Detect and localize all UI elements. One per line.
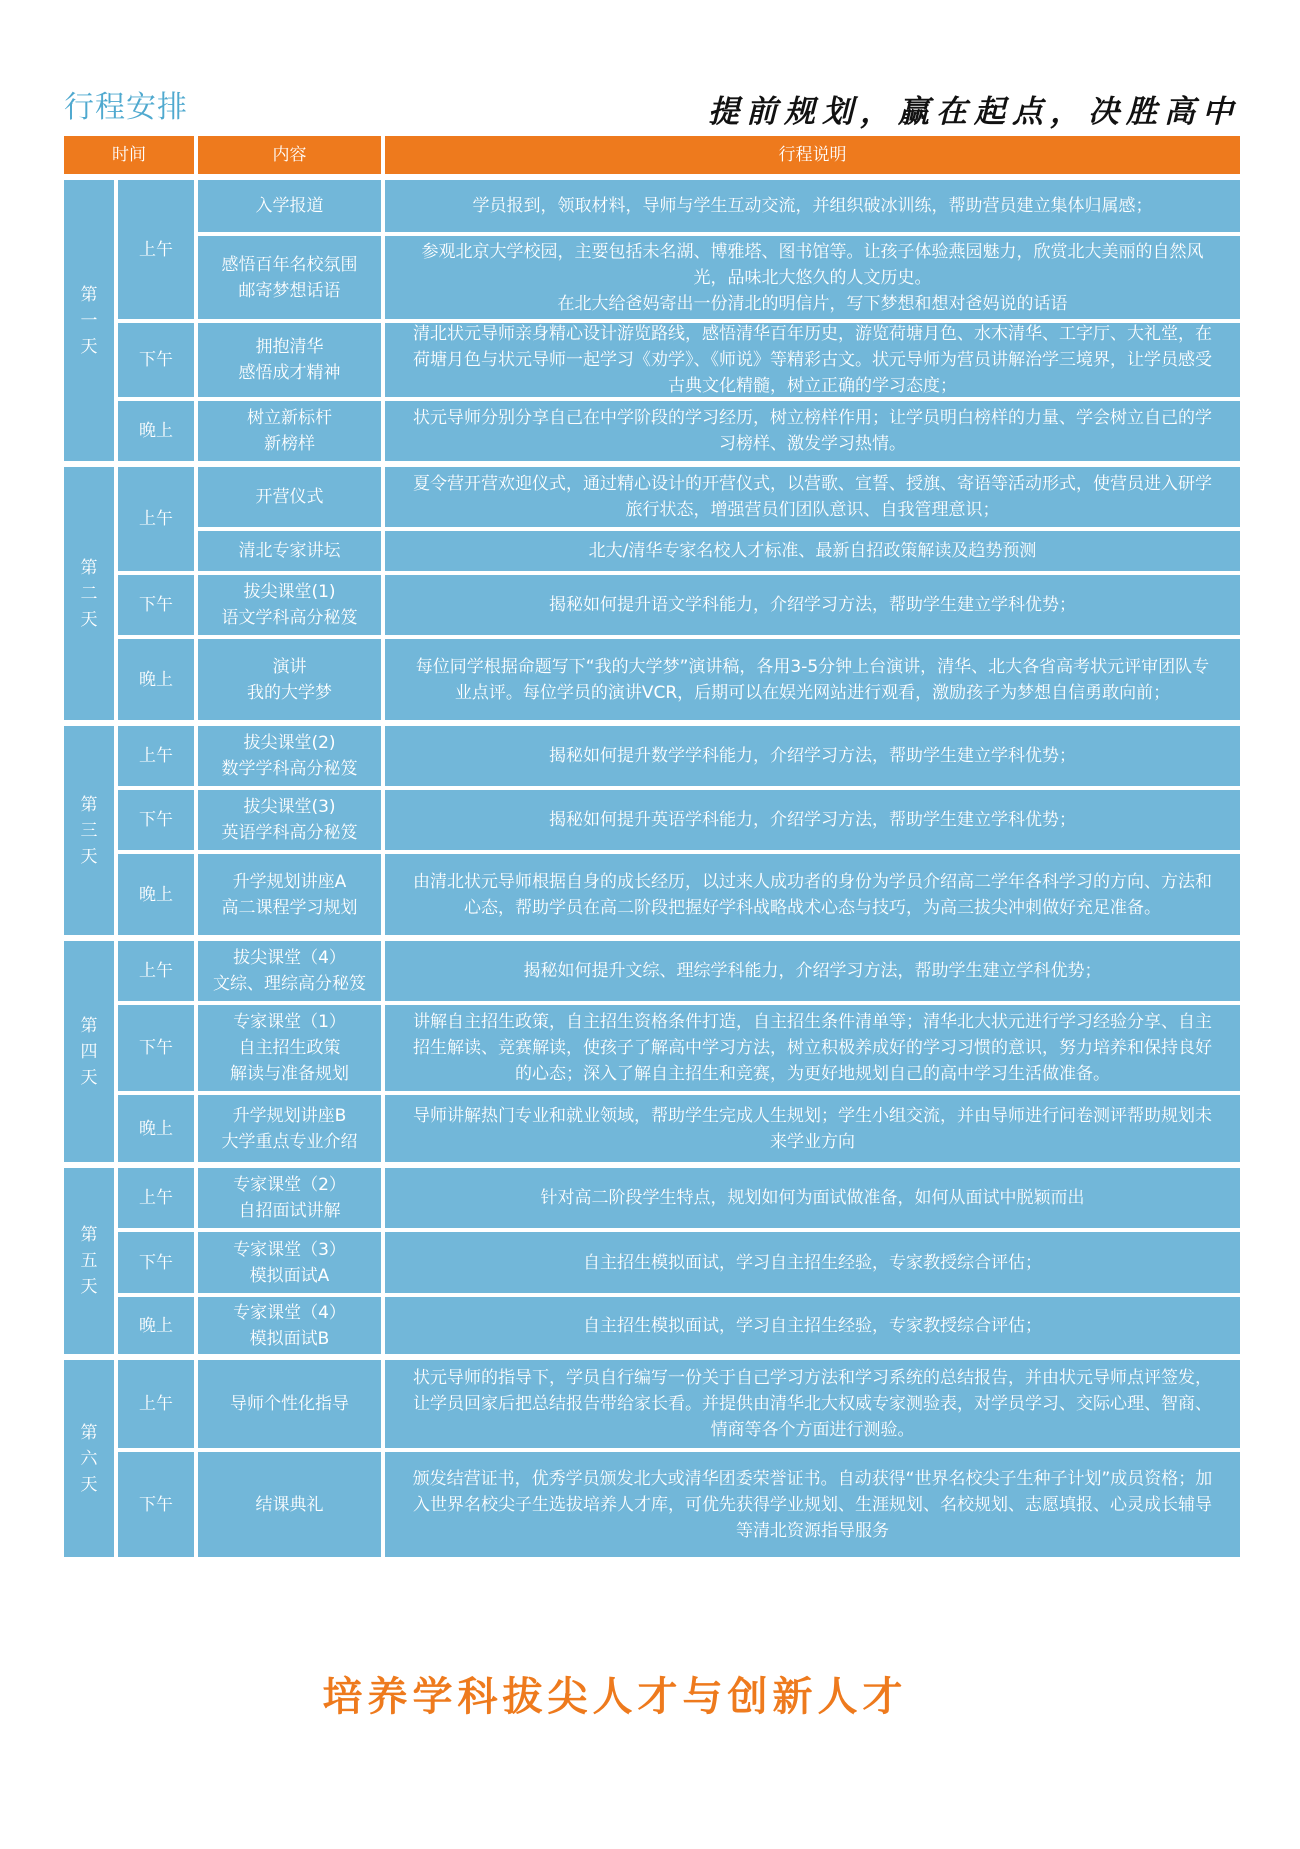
period-cell-text: 上午 [139, 746, 173, 766]
content-cell [198, 180, 381, 232]
description-cell-text: 自主招生模拟面试，学习自主招生经验，专家教授综合评估； [583, 1252, 1042, 1273]
content-cell-text: 拔尖课堂(2) 数学学科高分秘笈 [221, 733, 358, 779]
content-cell [198, 1232, 381, 1293]
day-label: 第三天 [80, 794, 98, 867]
period-cell-text: 下午 [139, 1494, 173, 1515]
period-cell-text: 晚上 [139, 884, 173, 905]
period-cell [118, 1452, 194, 1557]
period-cell-text: 下午 [139, 1038, 173, 1058]
description-cell-text: 揭秘如何提升语文学科能力，介绍学习方法，帮助学生建立学科优势； [549, 595, 1076, 615]
content-cell-text: 开营仪式 [255, 487, 324, 507]
description-cell [385, 790, 1240, 850]
content-cell [198, 1005, 381, 1091]
description-cell-text: 参观北京大学校园，主要包括未名湖、博雅塔、图书馆等。让孩子体验燕园魅力，欣赏北大美丽的自然风光，品味北大悠久的人文历史。 在北大给爸妈寄出一份清北的明信片，写下梦想和想对爸妈说的话语 [421, 241, 1204, 314]
period-cell [118, 575, 194, 635]
description-cell-text: 状元导师分别分享自己在中学阶段的学习经历，树立榜样作用；让学员明白榜样的力量、学会树立自己的学习榜样、激发学习热情。 [413, 408, 1212, 454]
period-cell [118, 401, 194, 461]
day-cell [64, 726, 114, 935]
period-cell [118, 854, 194, 935]
period-cell-text: 晚上 [139, 1118, 173, 1139]
day-label: 第二天 [80, 557, 98, 630]
period-cell [118, 180, 194, 319]
period-cell [118, 726, 194, 786]
period-cell-text: 下午 [139, 810, 173, 830]
description-cell-text: 揭秘如何提升数学学科能力，介绍学习方法，帮助学生建立学科优势； [549, 746, 1076, 766]
description-cell [385, 941, 1240, 1001]
period-cell-text: 上午 [139, 1188, 173, 1208]
header-content [198, 136, 381, 174]
content-cell-text: 演讲 我的大学梦 [247, 656, 332, 703]
content-cell [198, 639, 381, 720]
content-cell [198, 1360, 381, 1448]
header-time-text: 时间 [112, 145, 146, 165]
day-cell [64, 1168, 114, 1354]
content-cell [198, 236, 381, 319]
period-cell-text: 晚上 [139, 669, 173, 690]
description-cell [385, 726, 1240, 786]
description-cell-text: 每位同学根据命题写下“我的大学梦”演讲稿，各用3-5分钟上台演讲，清华、北大各省高考状元评审团队专业点评。每位学员的演讲VCR，后期可以在娱光网站进行观看，激励孩子为梦想自信勇敢向前； [415, 656, 1210, 703]
content-cell-text: 专家课堂（1） 自主招生政策 解读与准备规划 [230, 1012, 349, 1084]
description-cell [385, 1095, 1240, 1162]
description-cell-text: 揭秘如何提升文综、理综学科能力，介绍学习方法，帮助学生建立学科优势； [523, 961, 1102, 981]
content-cell [198, 1168, 381, 1228]
page-title: 行程安排 [64, 90, 188, 125]
content-cell [198, 726, 381, 786]
day-label: 第六天 [80, 1422, 98, 1495]
content-cell [198, 1452, 381, 1557]
period-cell-text: 上午 [139, 509, 173, 529]
day-label: 第五天 [80, 1225, 98, 1297]
day-cell [64, 1360, 114, 1557]
header-description-text: 行程说明 [778, 145, 847, 165]
slogan: 提前规划，赢在起点，决胜高中 [708, 94, 1240, 130]
footer-tagline: 培养学科拔尖人才与创新人才 [322, 1674, 908, 1720]
description-cell [385, 467, 1240, 527]
description-cell-text: 夏令营开营欢迎仪式，通过精心设计的开营仪式，以营歌、宣誓、授旗、寄语等活动形式，使营员进入研学旅行状态，增强营员们团队意识、自我管理意识； [413, 474, 1212, 520]
header-description [385, 136, 1240, 174]
period-cell [118, 1168, 194, 1228]
content-cell [198, 531, 381, 571]
period-cell [118, 1297, 194, 1354]
description-cell-text: 北大/清华专家名校人才标准、最新自招政策解读及趋势预测 [588, 541, 1037, 561]
schedule-table [64, 136, 1240, 1636]
content-cell-text: 升学规划讲座A 高二课程学习规划 [221, 871, 358, 918]
content-cell-text: 专家课堂（4） 模拟面试B [233, 1302, 346, 1349]
description-cell-text: 清北状元导师亲身精心设计游览路线，感悟清华百年历史，游览荷塘月色、水木清华、工字厅、大礼堂，在荷塘月色与状元导师一起学习《劝学》、《师说》等精彩古文。状元导师为营员讲解治学三境界，让学员感受古典文化精髓，树立正确的学习态度； [413, 324, 1212, 396]
description-cell [385, 531, 1240, 571]
description-cell [385, 1452, 1240, 1557]
period-cell-text: 晚上 [139, 421, 173, 441]
description-cell [385, 575, 1240, 635]
content-cell-text: 清北专家讲坛 [238, 541, 341, 561]
period-cell-text: 上午 [139, 961, 173, 981]
period-cell [118, 1232, 194, 1293]
content-cell-text: 结课典礼 [255, 1494, 324, 1515]
period-cell [118, 1360, 194, 1448]
period-cell [118, 1005, 194, 1091]
content-cell [198, 323, 381, 397]
period-cell [118, 323, 194, 397]
description-cell [385, 854, 1240, 935]
description-cell-text: 学员报到，领取材料，导师与学生互动交流，并组织破冰训练，帮助营员建立集体归属感； [472, 196, 1153, 216]
content-cell [198, 790, 381, 850]
content-cell [198, 401, 381, 461]
description-cell [385, 1360, 1240, 1448]
description-cell [385, 401, 1240, 461]
content-cell-text: 导师个性化指导 [230, 1394, 349, 1414]
content-cell-text: 拔尖课堂（4） 文综、理综高分秘笈 [213, 948, 366, 994]
period-cell [118, 467, 194, 571]
period-cell-text: 上午 [139, 239, 173, 260]
description-cell [385, 1005, 1240, 1091]
content-cell [198, 467, 381, 527]
period-cell-text: 晚上 [139, 1315, 173, 1336]
day-label: 第一天 [80, 284, 98, 357]
content-cell-text: 拥抱清华 感悟成才精神 [238, 337, 341, 383]
period-cell-text: 下午 [139, 595, 173, 615]
content-cell [198, 1095, 381, 1162]
content-cell [198, 854, 381, 935]
period-cell [118, 639, 194, 720]
header-content-text: 内容 [272, 145, 307, 165]
description-cell-text: 针对高二阶段学生特点，规划如何为面试做准备，如何从面试中脱颖而出 [540, 1188, 1085, 1208]
content-cell [198, 575, 381, 635]
period-cell [118, 941, 194, 1001]
content-cell-text: 专家课堂（3） 模拟面试A [233, 1239, 346, 1286]
period-cell-text: 上午 [139, 1394, 173, 1414]
day-label: 第四天 [80, 1015, 98, 1088]
description-cell [385, 639, 1240, 720]
content-cell-text: 拔尖课堂(1) 语文学科高分秘笈 [221, 582, 358, 628]
content-cell-text: 专家课堂（2） 自招面试讲解 [233, 1175, 346, 1221]
content-cell-text: 树立新标杆 新榜样 [247, 408, 332, 454]
period-cell [118, 790, 194, 850]
description-cell [385, 1297, 1240, 1354]
description-cell-text: 颁发结营证书，优秀学员颁发北大或清华团委荣誉证书。自动获得“世界名校尖子生种子计划”成员资格；加入世界名校尖子生选拔培养人才库，可优先获得学业规划、生涯规划、名校规划、志愿填报、心灵成长辅导等清北资源指导服务 [412, 1468, 1213, 1541]
description-cell-text: 导师讲解热门专业和就业领域，帮助学生完成人生规划；学生小组交流，并由导师进行问卷测评帮助规划未来学业方向 [413, 1105, 1212, 1152]
content-cell-text: 拔尖课堂(3) 英语学科高分秘笈 [221, 797, 358, 843]
day-cell [64, 941, 114, 1162]
description-cell-text: 自主招生模拟面试，学习自主招生经验，专家教授综合评估； [583, 1315, 1042, 1336]
description-cell [385, 180, 1240, 232]
period-cell-text: 下午 [139, 350, 173, 370]
description-cell-text: 由清北状元导师根据自身的成长经历，以过来人成功者的身份为学员介绍高二学年各科学习的方向、方法和心态，帮助学员在高二阶段把握好学科战略战术心态与技巧，为高三拔尖冲刺做好充足准备。 [413, 871, 1212, 918]
day-cell [64, 467, 114, 720]
content-cell [198, 1297, 381, 1354]
header-time [64, 136, 194, 174]
content-cell-text: 升学规划讲座B 大学重点专业介绍 [221, 1105, 358, 1152]
description-cell [385, 323, 1240, 397]
content-cell-text: 感悟百年名校氛围 邮寄梦想话语 [221, 254, 358, 301]
description-cell [385, 1232, 1240, 1293]
content-cell [198, 941, 381, 1001]
description-cell-text: 状元导师的指导下，学员自行编写一份关于自己学习方法和学习系统的总结报告，并由状元导师点评签发，让学员回家后把总结报告带给家长看。并提供由清华北大权威专家测验表，对学员学习、交际心理、智商、情商等各个方面进行测验。 [413, 1368, 1212, 1440]
day-cell [64, 180, 114, 461]
description-cell-text: 揭秘如何提升英语学科能力，介绍学习方法，帮助学生建立学科优势； [549, 810, 1076, 830]
description-cell-text: 讲解自主招生政策，自主招生资格条件打造，自主招生条件清单等；清华北大状元进行学习经验分享、自主招生解读、竞赛解读，使孩子了解高中学习方法，树立积极养成好的学习习惯的意识，努力培养和保持良好的心态；深入了解自主招生和竞赛，为更好地规划自己的高中学习生活做准备。 [413, 1012, 1212, 1084]
description-cell [385, 1168, 1240, 1228]
content-cell-text: 入学报道 [255, 196, 324, 216]
period-cell [118, 1095, 194, 1162]
period-cell-text: 下午 [139, 1252, 173, 1273]
description-cell [385, 236, 1240, 319]
